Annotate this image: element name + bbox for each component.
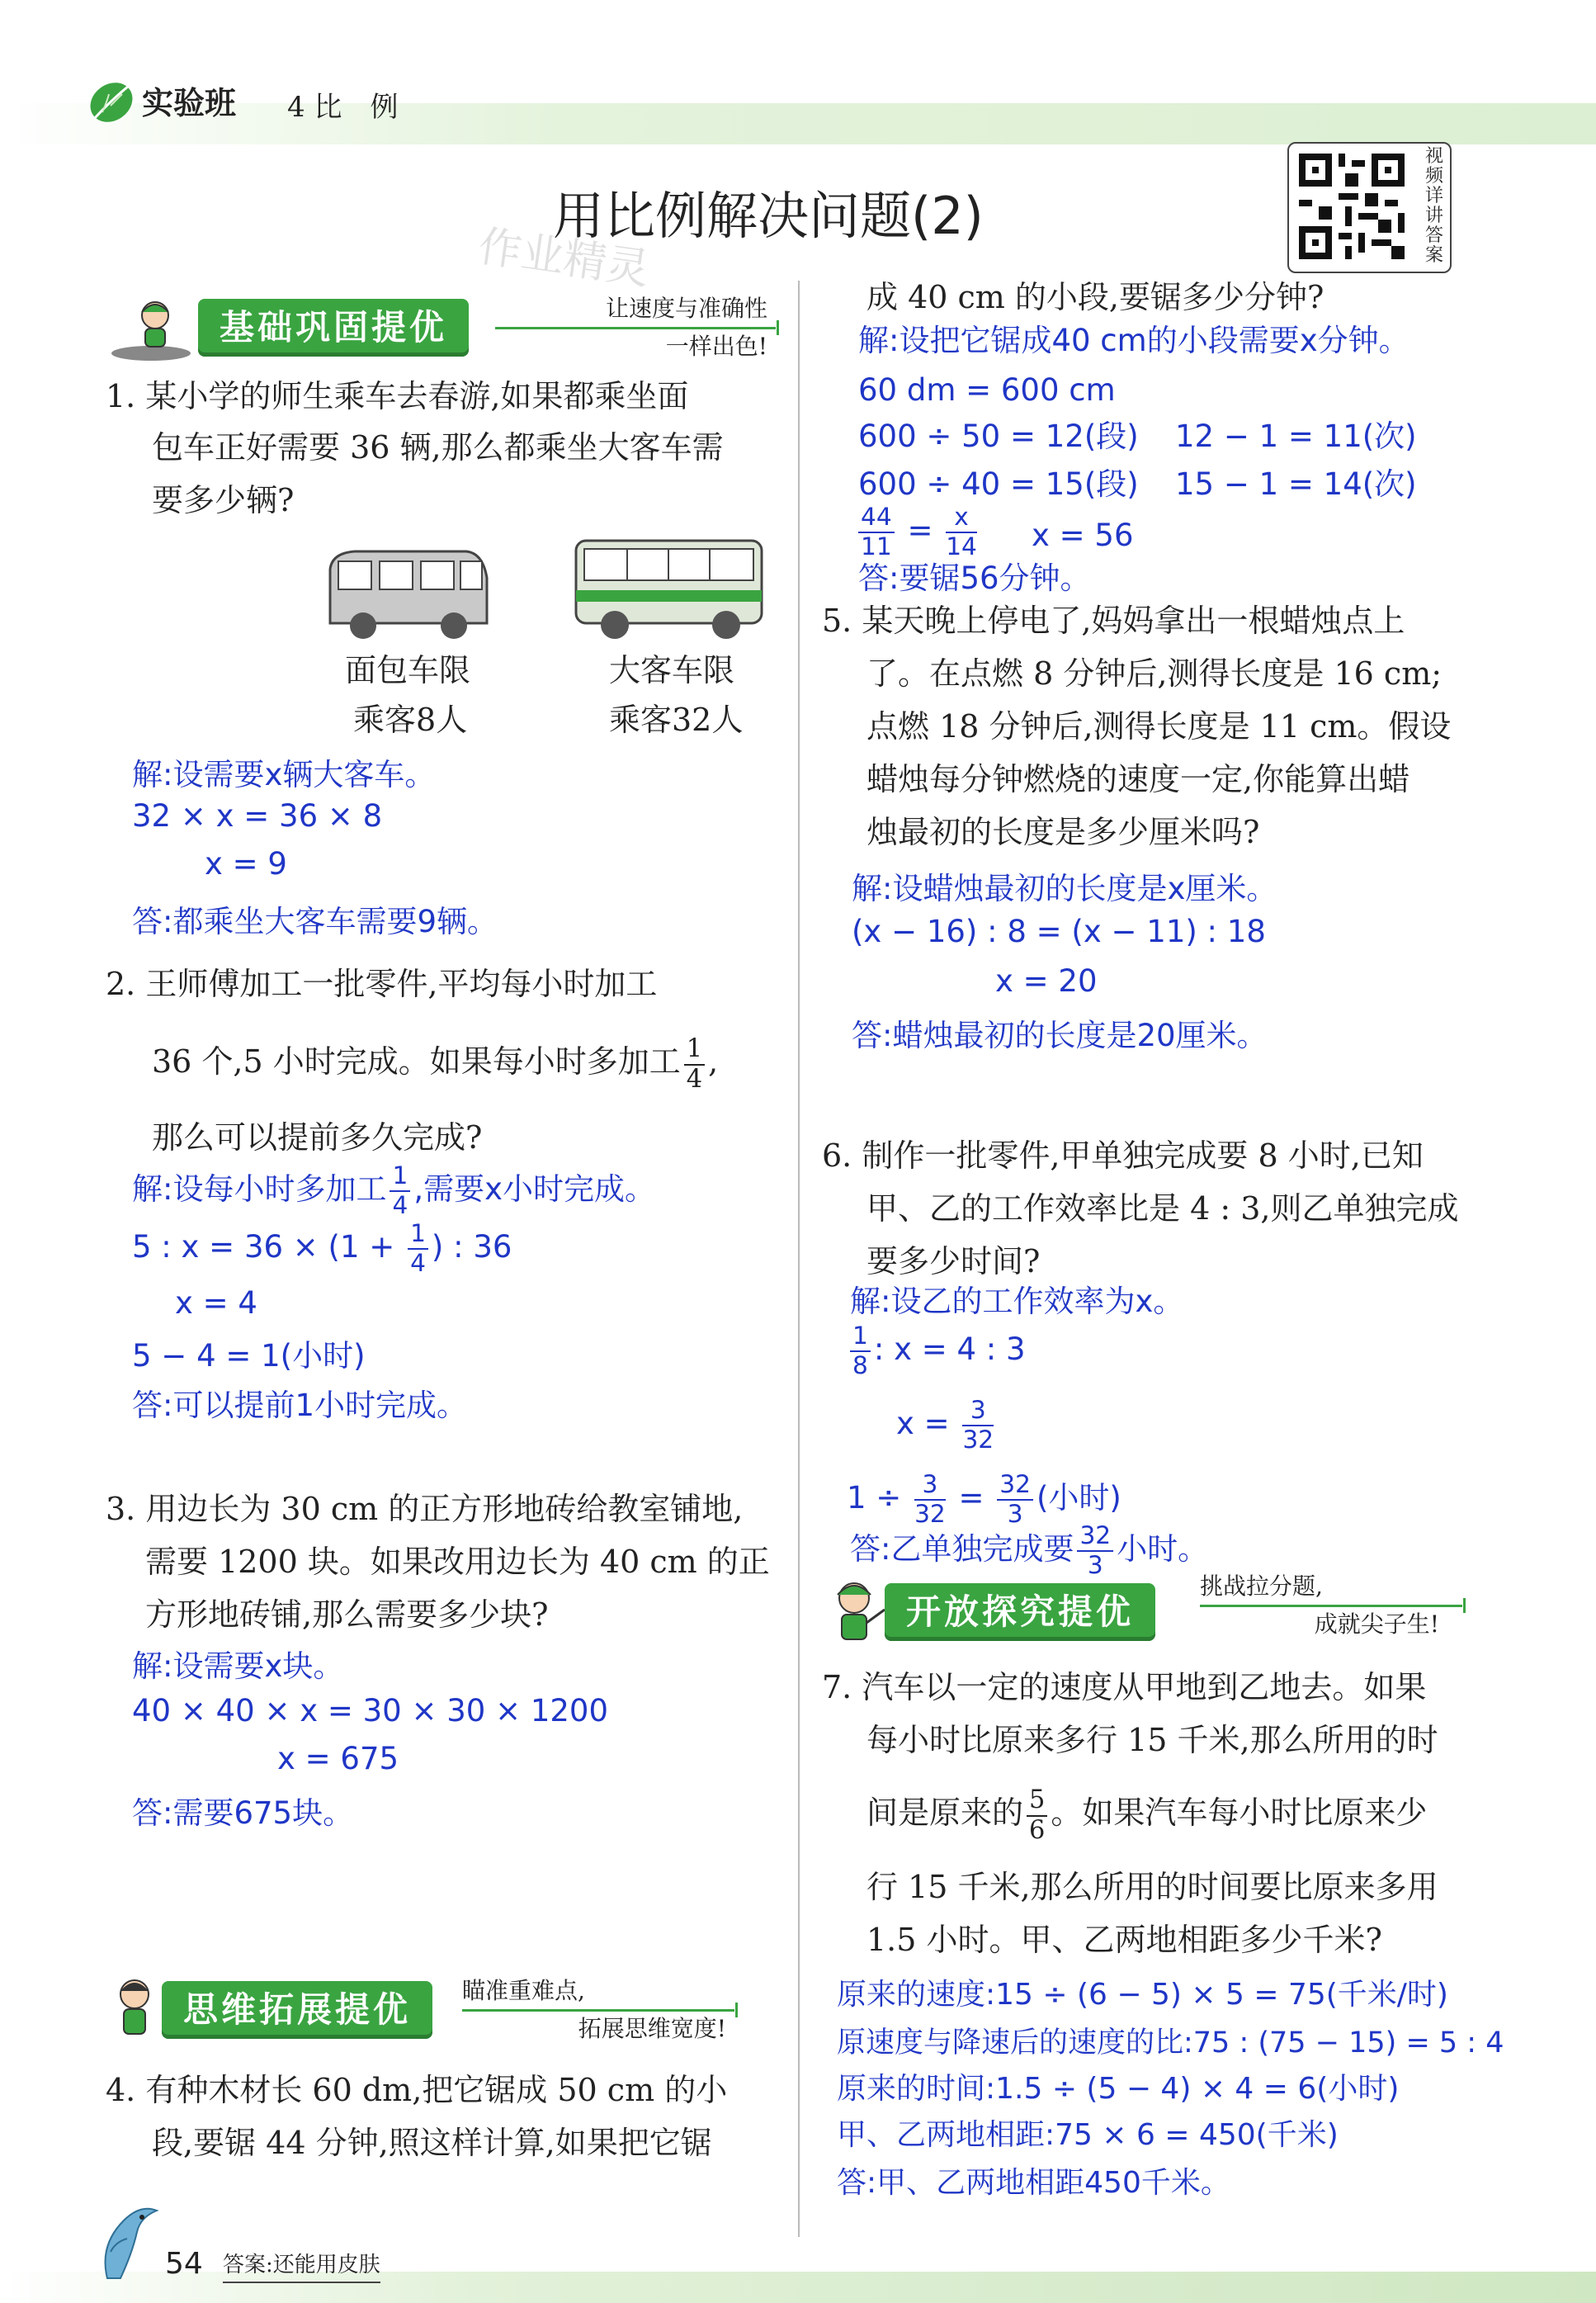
q6-ans-5-frac: [1077, 1521, 1113, 1579]
q4-line-3: 成 40 cm 的小段,要锯多少分钟?: [866, 279, 1324, 315]
q6-ans-5-end: 小时。: [1117, 1531, 1209, 1568]
q7-answer-5: 答:甲、乙两地相距450千米。: [837, 2166, 1230, 2200]
q7-frac-den: 6: [1029, 1815, 1046, 1845]
q1-answer-3: x = 9: [205, 846, 287, 882]
q5-line-5: 烛最初的长度是多少厘米吗?: [866, 814, 1260, 850]
q2-ans-frac-den: 4: [392, 1190, 408, 1219]
q2-ans-frac-num: 1: [390, 1164, 410, 1192]
q3-answer-4: 答:需要675块。: [132, 1795, 354, 1831]
q5-line-3: 点燃 18 分钟后,测得长度是 11 cm。假设: [866, 708, 1452, 745]
header-brand: 实验班: [142, 85, 237, 121]
q6-ans-4-frac-a-num: 3: [914, 1473, 946, 1501]
q6-frac-1-8: [850, 1324, 871, 1378]
q1-answer-2: 32 × x = 36 × 8: [132, 798, 383, 834]
footer-tip: 答案:还能用皮肤: [223, 2249, 380, 2283]
q4-answer-6: 答:要锯56分钟。: [858, 560, 1091, 596]
q6-ans-4-frac-b: [997, 1470, 1033, 1528]
section-basic-motto-line: [495, 327, 776, 329]
section-open-label: 开放探究提优: [885, 1583, 1155, 1641]
q2-line-1: 2. 王师傅加工一批零件,平均每小时加工: [106, 966, 658, 1002]
q7-line-1: 7. 汽车以一定的速度从甲地到乙地去。如果: [822, 1669, 1427, 1705]
q6-ans-4-frac-b-num: 32: [997, 1473, 1033, 1501]
q7-line-5: 1.5 小时。甲、乙两地相距多少千米?: [866, 1922, 1382, 1958]
dolphin-icon: [91, 2196, 165, 2290]
q2-ans-2a: 5 : x = 36 × (1 +: [132, 1229, 405, 1265]
q6-frac-3-32-den: 32: [962, 1425, 994, 1454]
q2-answer-1: [132, 1161, 655, 1219]
q2-frac-den: 4: [686, 1064, 703, 1094]
q1-line-3: 要多少辆?: [152, 482, 295, 518]
mascot-thinking-icon: [106, 1974, 163, 2044]
q6-answer-3: [896, 1398, 997, 1452]
qr-caption: 视频详讲答案: [1424, 146, 1443, 266]
q7-line-3-start: 间是原来的: [866, 1795, 1024, 1831]
q4-answer-5b: x = 56: [1032, 518, 1134, 553]
section-thinking-motto-2: 拓展思维宽度!: [578, 2015, 726, 2042]
q5-line-2: 了。在点燃 8 分钟后,测得长度是 16 cm;: [866, 655, 1443, 692]
q6-ans-5-frac-den: 3: [1087, 1550, 1103, 1579]
q3-line-2: 需要 1200 块。如果改用边长为 40 cm 的正: [145, 1544, 770, 1580]
q4-answer-1: 解:设把它锯成40 cm的小段需要x分钟。: [858, 323, 1409, 358]
bus-image: [569, 532, 767, 647]
van-caption-2: 乘客8人: [353, 702, 468, 738]
q7-line-3-end: 。如果汽车每小时比原来少: [1051, 1795, 1428, 1831]
q2-frac-num: 1: [684, 1037, 705, 1065]
q2-fraction: [684, 1034, 705, 1094]
q5-answer-4: 答:蜡烛最初的长度是20厘米。: [852, 1018, 1268, 1053]
q6-ans-2-end: : x = 4 : 3: [873, 1331, 1026, 1368]
q7-line-3: [866, 1786, 1427, 1843]
q6-line-3: 要多少时间?: [866, 1243, 1041, 1279]
page-number: 54: [165, 2247, 203, 2281]
q3-line-1: 3. 用边长为 30 cm 的正方形地砖给教室铺地,: [106, 1491, 744, 1527]
q5-answer-3: x = 20: [995, 963, 1098, 999]
qr-pattern-icon: [1299, 154, 1405, 259]
section-basic-label: 基础巩固提优: [198, 299, 469, 357]
q5-answer-2: (x − 16) : 8 = (x − 11) : 18: [852, 914, 1266, 949]
q3-answer-1: 解:设需要x块。: [132, 1648, 344, 1684]
q1-line-2: 包车正好需要 36 辆,那么都乘坐大客车需: [152, 429, 724, 466]
q6-ans-4-frac-b-den: 3: [1007, 1499, 1023, 1528]
q6-line-1: 6. 制作一批零件,甲单独完成要 8 小时,已知: [822, 1137, 1424, 1174]
q6-ans-4-frac-a-den: 32: [914, 1499, 946, 1528]
q3-line-3: 方形地砖铺,那么需要多少块?: [145, 1596, 549, 1633]
q4-frac-1: [858, 505, 895, 559]
q4-answer-3b: 12 − 1 = 11(次): [1175, 419, 1417, 454]
q3-answer-3: x = 675: [277, 1741, 399, 1776]
q2-ans-2-frac: [408, 1219, 428, 1277]
q6-ans-4-end: (小时): [1036, 1480, 1121, 1516]
q7-answer-3: 原来的时间:1.5 ÷ (5 − 4) × 4 = 6(小时): [837, 2072, 1400, 2106]
header-chapter: 4 比 例: [287, 91, 399, 124]
q7-answer-4: 甲、乙两地相距:75 × 6 = 450(千米): [837, 2118, 1339, 2152]
q6-line-2: 甲、乙的工作效率比是 4 : 3,则乙单独完成: [866, 1190, 1459, 1227]
section-basic-motto-2: 一样出色!: [665, 333, 767, 360]
section-open-motto-1: 挑战拉分题,: [1200, 1572, 1323, 1600]
q3-answer-2: 40 × 40 × x = 30 × 30 × 1200: [132, 1693, 609, 1728]
q6-frac-1-8-num: 1: [850, 1324, 871, 1352]
q4-frac-2: [946, 505, 977, 559]
qr-code[interactable]: [1287, 142, 1452, 273]
q7-answer-1: 原来的速度:15 ÷ (6 − 5) × 5 = 75(千米/时): [837, 1978, 1448, 2012]
q4-answer-4b: 15 − 1 = 14(次): [1175, 466, 1417, 502]
q6-ans-4-start: 1 ÷: [847, 1480, 902, 1516]
q2-line-2-end: ,: [708, 1043, 719, 1080]
q4-line-2: 段,要锯 44 分钟,照这样计算,如果把它锯: [152, 2125, 712, 2161]
column-divider: [798, 281, 800, 2237]
watermark: 作业精灵: [475, 221, 653, 296]
q1-answer-4: 答:都乘坐大客车需要9辆。: [132, 904, 498, 939]
mascot-skater-icon: [106, 297, 196, 366]
van-caption-1: 面包车限: [345, 652, 471, 688]
q2-ans-1b: ,需要x小时完成。: [413, 1171, 655, 1208]
q5-line-1: 5. 某天晚上停电了,妈妈拿出一根蜡烛点上: [822, 603, 1405, 639]
section-open-motto-2: 成就尖子生!: [1314, 1610, 1439, 1638]
q4-frac-1-den: 11: [861, 532, 892, 560]
q1-answer-1: 解:设需要x辆大客车。: [132, 757, 436, 792]
q6-ans-4-frac-a: [914, 1470, 946, 1528]
q2-ans-1a: 解:设每小时多加工: [132, 1171, 387, 1208]
q2-answer-5: 答:可以提前1小时完成。: [132, 1388, 468, 1423]
q6-frac-1-8-den: 8: [852, 1350, 868, 1379]
section-thinking-motto-line: [462, 2009, 734, 2012]
q2-line-3: 那么可以提前多久完成?: [152, 1119, 483, 1156]
mascot-explorer-icon: [817, 1577, 891, 1654]
q2-ans-2-frac-den: 4: [410, 1248, 426, 1277]
q2-ans-2b: ) : 36: [431, 1229, 512, 1265]
q2-line-2-text: 36 个,5 小时完成。如果每小时多加工: [152, 1043, 681, 1080]
q4-answer-2: 60 dm = 600 cm: [858, 372, 1116, 408]
q7-line-4: 行 15 千米,那么所用的时间要比原来多用: [866, 1869, 1438, 1905]
q7-line-2: 每小时比原来多行 15 千米,那么所用的时: [866, 1722, 1438, 1758]
q2-answer-3: x = 4: [175, 1285, 257, 1321]
section-open-motto-line: [1200, 1605, 1462, 1607]
q4-frac-1-num: 44: [858, 505, 895, 533]
q2-ans-frac: [390, 1161, 410, 1219]
q6-frac-3-32-num: 3: [962, 1398, 994, 1426]
bus-caption-2: 乘客32人: [609, 702, 744, 738]
q6-ans-3-start: x =: [896, 1406, 950, 1442]
page-title: 用比例解决问题(2): [553, 186, 984, 246]
q6-ans-5-start: 答:乙单独完成要: [850, 1531, 1074, 1568]
van-image: [322, 545, 495, 647]
q6-answer-1: 解:设乙的工作效率为x。: [850, 1284, 1184, 1319]
q6-answer-5: [850, 1521, 1209, 1579]
q7-frac-num: 5: [1027, 1788, 1047, 1816]
bus-caption-1: 大客车限: [609, 652, 735, 688]
q2-answer-4: 5 − 4 = 1(小时): [132, 1338, 366, 1374]
section-basic-motto-1: 让速度与准确性: [605, 295, 767, 322]
q4-line-1: 4. 有种木材长 60 dm,把它锯成 50 cm 的小: [106, 2072, 728, 2108]
header-bar: [0, 103, 1596, 144]
q6-frac-3-32: [962, 1398, 994, 1452]
q2-answer-2: [132, 1219, 512, 1277]
q6-answer-4: [847, 1470, 1121, 1528]
q4-frac-2-num: x: [946, 505, 977, 533]
q4-answer-3: 600 ÷ 50 = 12(段): [858, 419, 1139, 454]
q7-fraction: [1027, 1785, 1047, 1845]
section-thinking-label: 思维拓展提优: [162, 1981, 432, 2039]
q6-ans-4-mid: =: [958, 1480, 985, 1516]
q2-ans-2-frac-num: 1: [408, 1222, 428, 1250]
q4-eq: =: [907, 513, 933, 549]
q1-line-1: 1. 某小学的师生乘车去春游,如果都乘坐面: [106, 378, 689, 414]
q6-ans-5-frac-num: 32: [1077, 1524, 1113, 1552]
q5-line-4: 蜡烛每分钟燃烧的速度一定,你能算出蜡: [866, 761, 1410, 797]
q4-frac-2-den: 14: [946, 532, 977, 560]
q4-answer-4: 600 ÷ 40 = 15(段): [858, 466, 1139, 502]
q2-line-2: [152, 1035, 718, 1092]
leaf-logo-icon: [86, 76, 137, 127]
q4-answer-5: [855, 505, 980, 559]
q6-answer-2: [847, 1324, 1026, 1378]
section-thinking-motto-1: 瞄准重难点,: [462, 1977, 585, 2004]
q5-answer-1: 解:设蜡烛最初的长度是x厘米。: [852, 871, 1277, 906]
q7-answer-2: 原速度与降速后的速度的比:75 : (75 − 15) = 5 : 4: [837, 2026, 1504, 2059]
